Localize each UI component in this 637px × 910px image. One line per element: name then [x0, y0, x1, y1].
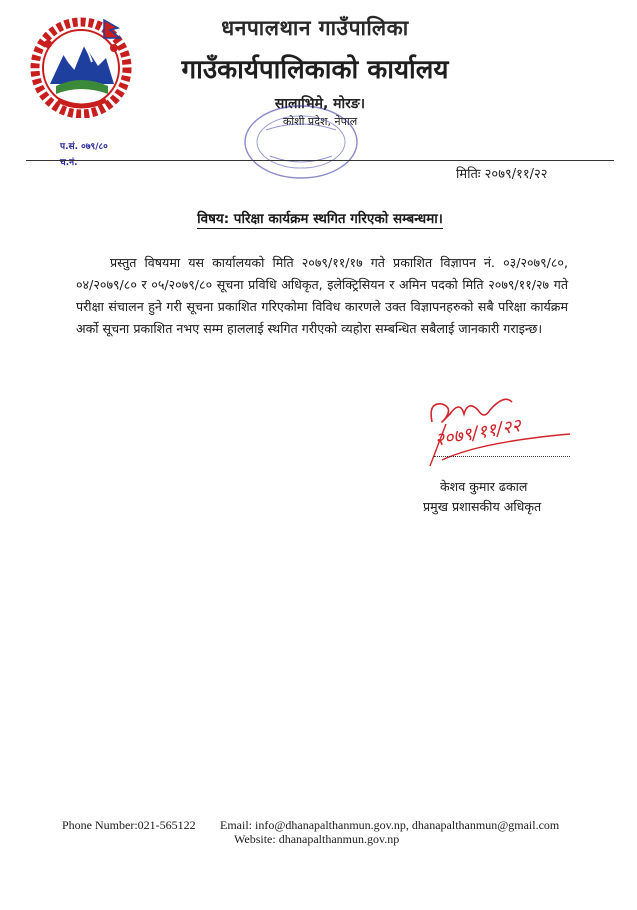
footer-website: Website: dhanapalthanmun.gov.np — [234, 832, 400, 846]
reference-block — [60, 139, 108, 171]
subject-line — [160, 209, 480, 227]
fiscal-year-ref: प.सं. ०७९/८० — [60, 142, 108, 152]
dispatch-no: च.नं. — [60, 158, 78, 168]
province-line: कोशी प्रदेश, नेपाल — [282, 115, 358, 128]
municipality-name: धनपालथान गाउँपालिका — [221, 16, 409, 40]
footer-phone: Phone Number:021-565122 — [62, 818, 196, 832]
office-stamp-icon — [236, 96, 366, 184]
signature-line — [434, 456, 570, 457]
signatory-title: प्रमुख प्रशासकीय अधिकृत — [423, 499, 542, 514]
subject-text: विषय: परिक्षा कार्यक्रम स्थगित गरिएको सम्बन्धमा। — [197, 211, 443, 227]
letter-date: मितिः २०७९/११/२२ — [456, 167, 548, 182]
header-divider — [26, 160, 614, 161]
signature-date: २०७९/११/२२ — [433, 415, 523, 451]
footer-email: Email: info@dhanapalthanmun.gov.np, dhanapalthanmun@gmail.com — [220, 818, 560, 832]
body-paragraph — [76, 252, 568, 340]
signatory-name: केशव कुमार ढकाल — [440, 479, 528, 494]
office-address: सालाभिमे, मोरङ। — [274, 96, 366, 112]
body-text: प्रस्तुत विषयमा यस कार्यालयको मिति २०७९/११/१७ गते प्रकाशित विज्ञापन नं. ०३/२०७९/८०, ०४/२०७९/८० र ०५/२०७९/८० सूचना प्रविधि अधिकृत, इलेक्ट्रिसियन र अमिन पदको मिति २०७९/११/२७ गते परीक्षा संचालन हुने गरी सूचना प्रकाशित गरिएकोमा विविध कारणले उक्त विज्ञापनहरुको सबै परिक्षा कार्यक्रम अर्को सूचना प्रकाशित नभए सम्म हाललाई स्थगित गरीएको व्यहोरा सम्बन्धित सबैलाई जानकारी गराइन्छ। — [76, 255, 568, 336]
nepal-emblem-icon — [28, 14, 134, 118]
office-name: गाउँकार्यपालिकाको कार्यालय — [181, 55, 449, 85]
